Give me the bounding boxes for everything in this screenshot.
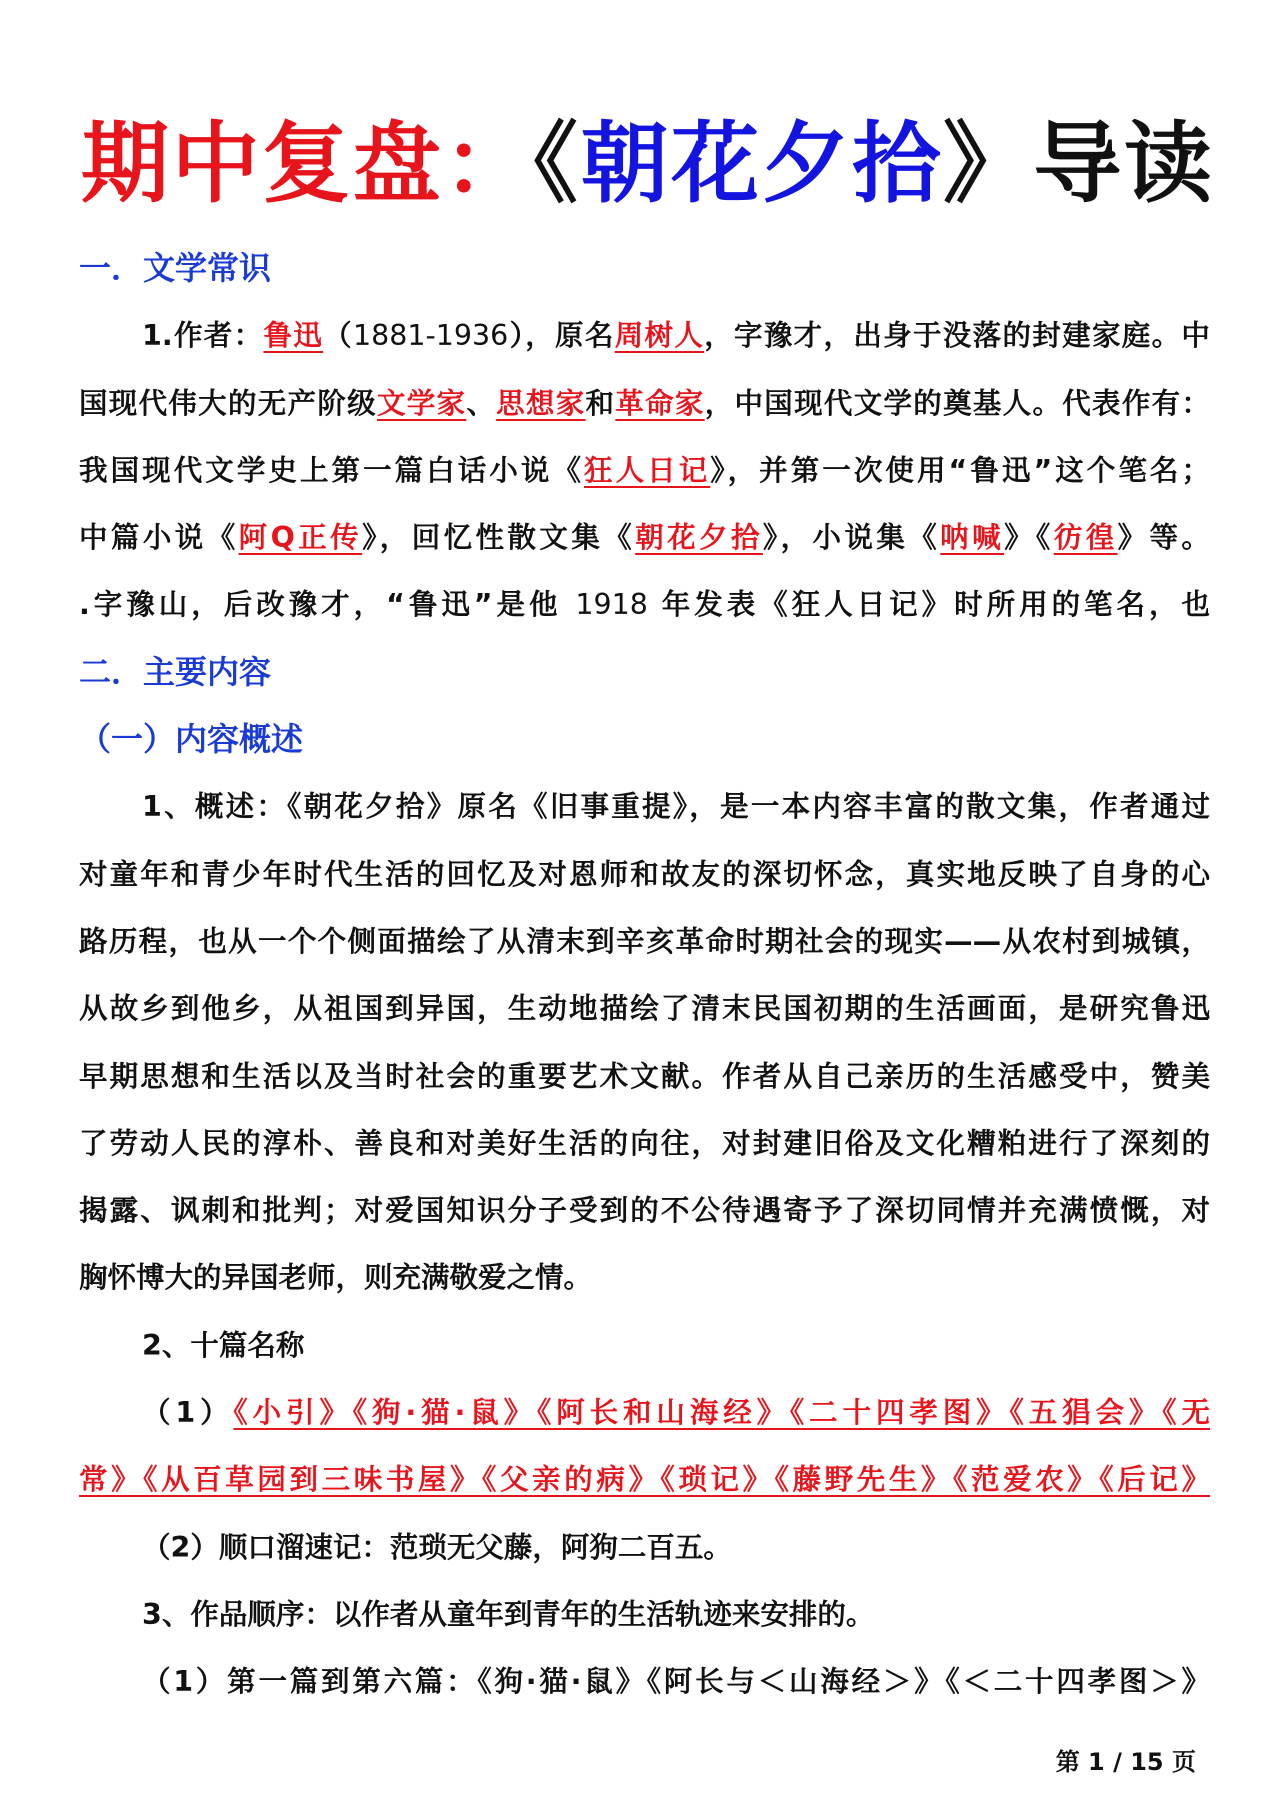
text-segment: .字豫山，后改豫才，“鲁迅”是他 <box>79 588 576 622</box>
overview-line: 早期思想和生活以及当时社会的重要艺术文献。作者从自己亲历的生活感受中，赞美 <box>79 1059 1210 1093</box>
document-body <box>79 235 1210 1716</box>
overview-line: 胸怀博大的异国老师，则充满敬爱之情。 <box>79 1261 593 1295</box>
ten-titles-item-1-line-2 <box>79 1446 1210 1513</box>
text-segment: 》等。 <box>1117 521 1210 555</box>
highlight-ah-q: 阿Q正传 <box>238 521 363 555</box>
text-segment: 、 <box>466 386 497 420</box>
overview-line: 路历程，也从一个个侧面描绘了从清末到辛亥革命时期社会的现实——从农村到城镇， <box>79 924 1210 958</box>
text-segment: 》《 <box>1004 521 1054 555</box>
text-segment: 中篇小说《 <box>79 521 239 555</box>
overview-line: 对童年和青少年时代生活的回忆及对恩师和故友的深切怀念，真实地反映了自身的心 <box>79 857 1210 891</box>
text-segment: ，字豫才，出身于没落的封建家庭。中 <box>704 319 1210 353</box>
text-segment: 和 <box>585 386 616 420</box>
highlight-revolutionary: 革命家 <box>615 386 705 420</box>
author-line-3 <box>79 437 1210 504</box>
work-order-label: 3、作品顺序：以作者从童年到青年的生活轨迹来安排的。 <box>142 1597 875 1631</box>
subheading-content-overview: （一）内容概述 <box>79 720 304 759</box>
highlight-wandering: 彷徨 <box>1053 521 1118 555</box>
author-line-4 <box>79 504 1210 571</box>
text-segment: 国现代伟大的无产阶级 <box>79 386 377 420</box>
highlight-dawn-blossoms: 朝花夕拾 <box>635 521 763 555</box>
text-segment: 》，小说集《 <box>762 521 941 555</box>
highlight-title-list: 《小引》《狗·猫·鼠》《阿长和山海经》《二十四孝图》《五猖会》《无 <box>233 1396 1210 1430</box>
overview-line: 从故乡到他乡，从祖国到异国，生动地描绘了清末民国初期的生活画面，是研究鲁迅 <box>79 992 1210 1026</box>
text-segment: （ <box>323 319 353 353</box>
title-book-name: 朝花夕拾 <box>580 111 943 215</box>
highlight-writer: 文学家 <box>376 386 467 420</box>
overview-line: 1、概述：《朝花夕拾》原名《旧事重提》，是一本内容丰富的散文集，作者通过 <box>142 790 1210 824</box>
ten-titles-label: 2、十篇名称 <box>142 1328 305 1362</box>
list-marker: （1） <box>142 1396 234 1430</box>
text-segment: ），原名 <box>508 319 615 353</box>
highlight-call-to-arms: 呐喊 <box>940 521 1005 555</box>
year-number: 1918 <box>575 588 648 622</box>
title-prefix: 期中复盘： <box>81 111 534 215</box>
author-years: 1881-1936 <box>352 319 509 353</box>
highlight-author-penname: 鲁迅 <box>263 319 324 353</box>
author-line-5 <box>79 571 1210 638</box>
title-open-bracket: 《 <box>533 111 581 215</box>
title-suffix: 》导读 <box>942 111 1212 215</box>
section-heading-literary-knowledge: 一．文学常识 <box>79 249 272 287</box>
text-segment: 年发表《狂人日记》时所用的笔名，也 <box>647 588 1210 622</box>
overview-line: 揭露、讽刺和批判；对爱国知识分子受到的不公待遇寄予了深切同情并充满愤慨，对 <box>79 1194 1210 1228</box>
highlight-thinker: 思想家 <box>496 386 586 420</box>
highlight-original-name: 周树人 <box>614 319 705 353</box>
overview-line: 了劳动人民的淳朴、善良和对美好生活的向往，对封建旧俗及文化糟粕进行了深刻的 <box>79 1126 1210 1160</box>
text-segment: 1.作者： <box>142 319 264 353</box>
author-line-1 <box>79 302 1210 369</box>
highlight-title-list: 常》《从百草园到三味书屋》《父亲的病》《琐记》《藤野先生》《范爱农》《后记》 <box>79 1463 1210 1497</box>
page-title <box>81 98 1212 228</box>
author-line-2 <box>79 370 1210 437</box>
ten-titles-item-1-line-1 <box>79 1379 1210 1446</box>
section-heading-main-content: 二．主要内容 <box>79 652 272 691</box>
page-number: 第 1 / 15 页 <box>1055 1748 1196 1776</box>
ten-titles-item-2: （2）顺口溜速记：范琐无父藤，阿狗二百五。 <box>142 1530 732 1564</box>
text-segment: 我国现代文学史上第一篇白话小说《 <box>79 453 585 487</box>
text-segment: 》，回忆性散文集《 <box>362 521 636 555</box>
text-segment: 》，并第一次使用“鲁迅”这个笔名； <box>710 453 1210 487</box>
text-segment: ，中国现代文学的奠基人。代表作有： <box>704 386 1210 420</box>
highlight-diary-of-madman: 狂人日记 <box>584 453 711 487</box>
work-order-item-1: （1）第一篇到第六篇：《狗·猫·鼠》《阿长与＜山海经＞》《＜二十四孝图＞》 <box>142 1665 1210 1699</box>
